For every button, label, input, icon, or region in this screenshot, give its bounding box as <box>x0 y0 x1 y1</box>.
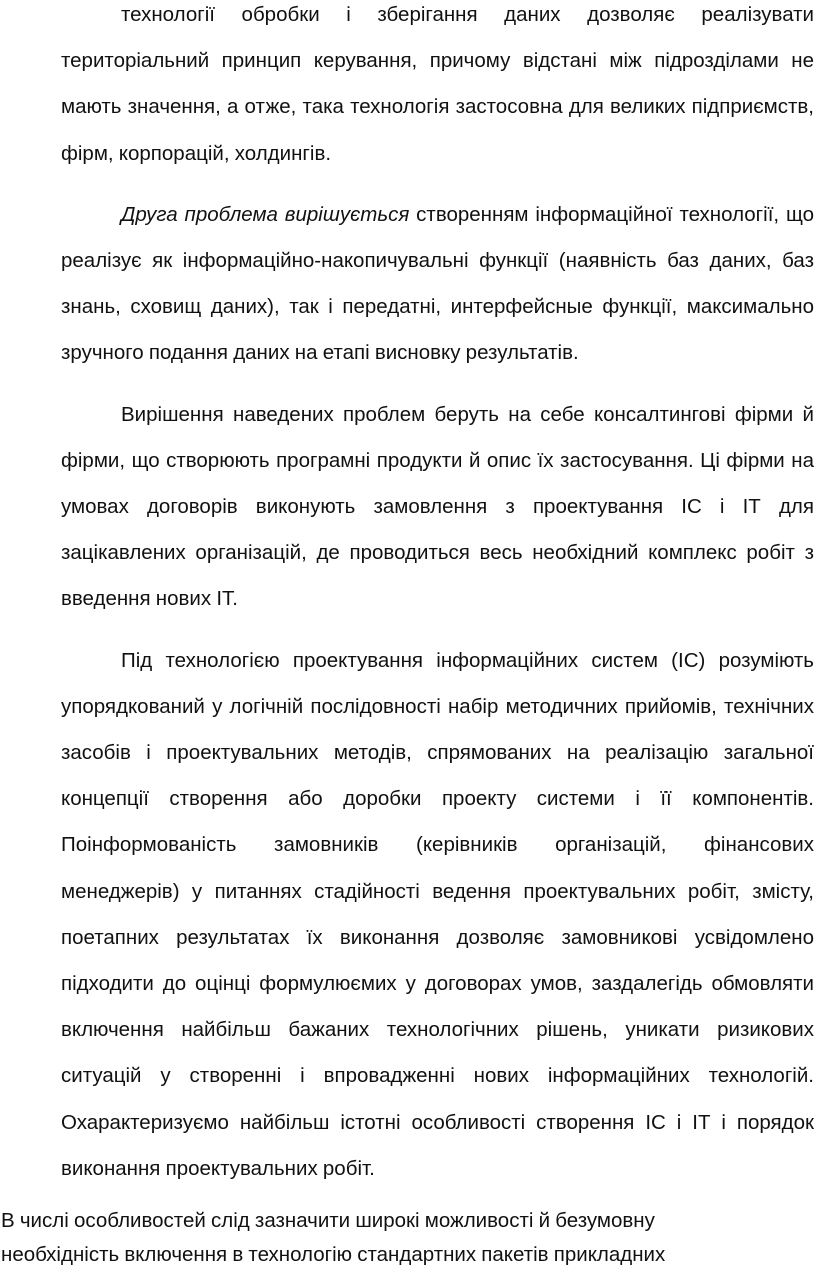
text-line: концепції створення або доробки проекту системи і її компонентів. <box>61 787 814 811</box>
text-line: менеджерів) у питаннях стадійності ведення проектувальних робіт, змісту, <box>61 879 814 903</box>
text-fragment: створенням інформаційної технології, що <box>409 202 814 226</box>
text-line: реалізує як інформаційно-накопичувальні функції (наявність баз даних, баз <box>61 249 814 273</box>
paragraph-1 <box>1 0 814 177</box>
text-line: Поінформованість замовників (керівників організацій, фінансових <box>61 833 814 857</box>
text-line <box>1 192 814 238</box>
text-line: умовах договорів виконують замовлення з проектування ІС і ІТ для <box>61 495 814 519</box>
text-line: підходити до оцінці формулюємих у договорах умов, заздалегідь обмовляти <box>61 972 814 996</box>
text-line: територіальний принцип керування, причому відстані між підрозділами не <box>61 49 814 73</box>
text-line: фірм, корпорацій, холдингів. <box>61 141 332 165</box>
text-line: Вирішення наведених проблем беруть на себе консалтингові фірми й <box>121 402 814 426</box>
text-line: упорядкований у логічній послідовності набір методичних прийомів, технічних <box>61 694 814 718</box>
text-line: фірми, що створюють програмні продукти й опис їх застосування. Ці фірми на <box>61 448 814 472</box>
text-line: Охарактеризуємо найбільш істотні особливості створення ІС і ІТ і порядок <box>61 1110 814 1134</box>
italic-lead: Друга проблема вирішується <box>121 202 410 226</box>
text-line: засобів і проектувальних методів, спрямованих на реалізацію загальної <box>61 741 814 765</box>
text-line: зацікавлених організацій, де проводиться весь необхідний комплекс робіт з <box>61 541 814 565</box>
text-line: технології обробки і зберігання даних дозволяє реалізувати <box>121 3 814 26</box>
text-line: включення найбільш бажаних технологічних рішень, уникати ризикових <box>61 1018 814 1042</box>
text-line: поетапних результатах їх виконання дозволяє замовникові усвідомлено <box>61 925 814 949</box>
paragraph-5 <box>1 1204 814 1272</box>
text-line: В числі особливостей слід зазначити широкі можливості й безумовну <box>1 1209 655 1233</box>
text-line: виконання проектувальних робіт. <box>61 1156 375 1180</box>
text-line: введення нових ІТ. <box>61 587 238 611</box>
text-line: ситуацій у створенні і впровадженні нових інформаційних технологій. <box>61 1064 814 1088</box>
text-line: зручного подання даних на етапі висновку результатів. <box>61 341 579 365</box>
text-line: необхідність включення в технологію стандартних пакетів прикладних <box>1 1243 666 1267</box>
text-line: Під технологією проектування інформаційних систем (ІС) розуміють <box>121 648 814 672</box>
paragraph-4 <box>1 638 814 1192</box>
text-line: знань, сховищ даних), так і передатні, интерфейсные функції, максимально <box>61 295 814 319</box>
paragraph-3 <box>1 392 814 623</box>
paragraph-2 <box>1 192 814 377</box>
text-line: мають значення, а отже, така технологія застосовна для великих підприємств, <box>61 95 814 119</box>
